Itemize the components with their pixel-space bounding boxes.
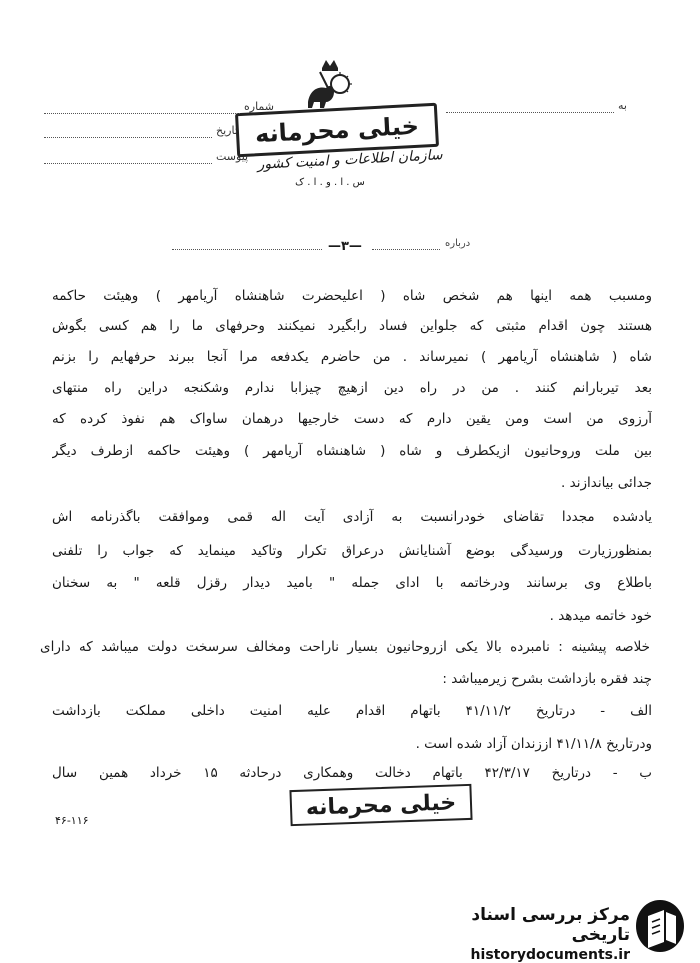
organization-name: سازمان اطلاعات و امنیت کشور	[257, 147, 443, 173]
subject-label: درباره	[445, 238, 471, 249]
body-line: باطلاع وی برسانند ودرخاتمه با ادای جمله " بامید دیدار رقزل قلعه " به سخنان	[52, 575, 652, 591]
page-marker: —۳—	[328, 239, 362, 254]
watermark-title: مرکز بررسی اسناد تاریخی	[471, 905, 630, 945]
archive-logo-icon	[634, 898, 686, 954]
body-line: بعد تیربارانم کنند . من در راه دین ازهیچ چیزابا ندارم وشکنجه دراین راه منتهای	[52, 380, 652, 396]
ref-number-label: شماره	[244, 100, 275, 113]
body-line: بین ملت وروحانیون ازیکطرف و شاه ( شاهنشاه آریامهر ) وهیئت حاکمه ازطرف دیگر	[52, 443, 652, 459]
body-line: شاه ( شاهنشاه آریامهر ) نمیرساند . من حاضرم یکدفعه مرا آنجا ببرند حرفهایم را بزنم	[52, 349, 652, 365]
detention-line: ب - درتاریخ ۴۲/۳/۱۷ باتهام دخالت وهمکاری درحادثه ۱۵ خرداد همین سال	[52, 765, 652, 781]
body-line: آرزوی من است ومن یقین دارم که دست خارجیها درهمان ساواک هم نفوذ کرده که	[52, 411, 652, 427]
body-line: ومسبب همه اینها هم شخص شاه ( اعلیحضرت شاهنشاه آریامهر ) وهیئت حاکمه	[52, 288, 652, 304]
ref-to-line	[446, 112, 614, 113]
ref-date-line	[44, 137, 212, 138]
organization-code: س . ا . و . ا . ک	[295, 177, 365, 188]
top-secret-stamp-bottom: خیلی محرمانه	[289, 784, 472, 826]
summary-line: خلاصه پیشینه : نامبرده بالا یکی ازروحانیون بسیار ناراحت ومخالف سرسخت دولت میباشد که دارای	[40, 639, 650, 655]
body-line: یادشده مجددا تقاضای خودرانسبت به آزادی آیت اله قمی وموافقت باگذرنامه اش	[52, 509, 652, 525]
body-line: بمنظورزیارت ورسیدگی بوضع آشنایانش درعراق تکرار وتاکید مینماید که جواب را تلفنی	[52, 543, 652, 559]
subject-line-right	[372, 249, 440, 250]
subject-line-left	[172, 249, 322, 250]
body-line: خود خاتمه میدهد .	[549, 608, 652, 624]
detention-line: الف - درتاریخ ۴۱/۱۱/۲ باتهام اقدام علیه امنیت داخلی مملکت بازداشت	[52, 703, 652, 719]
ref-attachment-line	[44, 163, 212, 164]
lion-and-sun-emblem-icon	[300, 58, 360, 110]
ref-to-label: به	[618, 99, 627, 112]
document-number: ۴۶-۱۱۶	[55, 814, 89, 827]
ref-date-label: تاریخ	[216, 124, 238, 137]
ref-attachment-label: پیوست	[216, 150, 249, 163]
detention-line: ودرتاریخ ۴۱/۱۱/۸ اززندان آزاد شده است .	[415, 736, 652, 752]
ref-number-line	[44, 113, 240, 114]
watermark	[420, 905, 630, 963]
summary-line: چند فقره بازداشت بشرح زیرمیباشد :	[442, 671, 652, 687]
watermark-url: historydocuments.ir	[470, 947, 630, 963]
top-secret-stamp: خیلی محرمانه	[235, 103, 439, 158]
body-line: هستند چون اقدام مثبتی که جلواین فساد رابگیرد نمیکنند وحرفهای ما را هم کسی بگوش	[52, 318, 652, 334]
body-line: جدائی بیاندازند .	[561, 475, 652, 491]
